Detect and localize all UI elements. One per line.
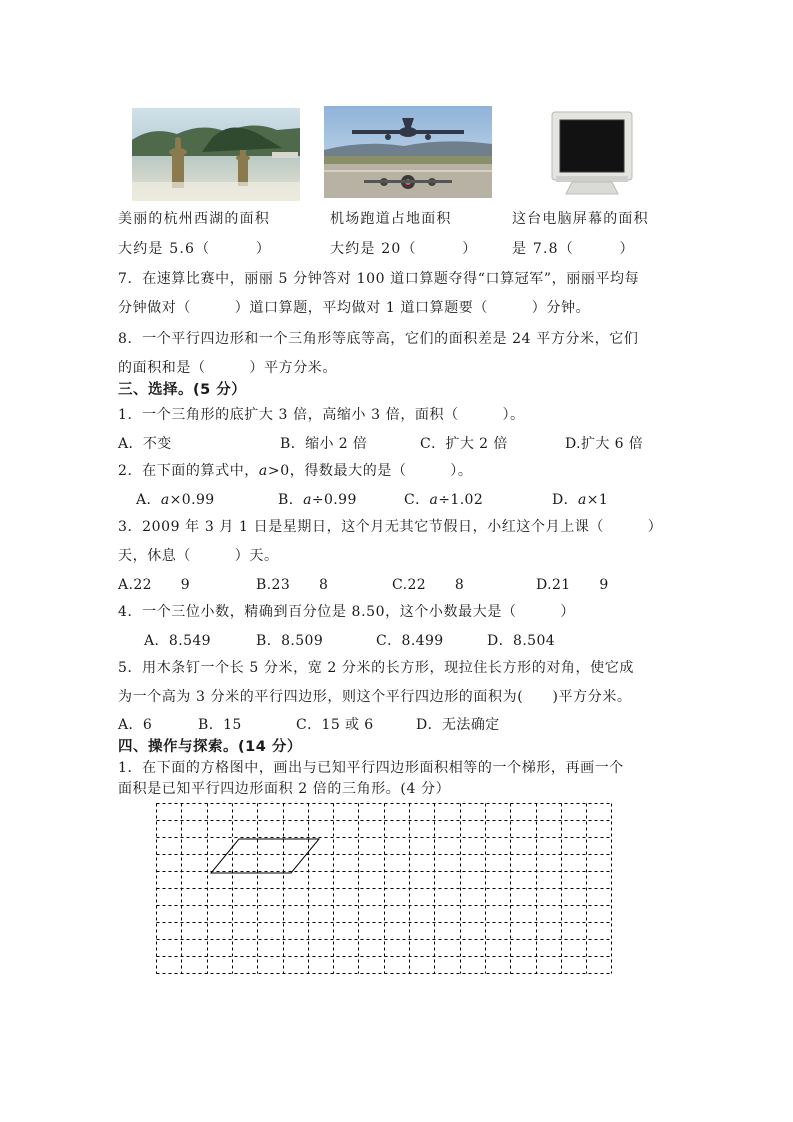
q3-option-d: D.21 9 <box>536 577 609 593</box>
operation-question-1-line-1: 1．在下面的方格图中，画出与已知平行四边形面积相等的一个梯形，再画一个 <box>118 760 624 776</box>
q1-option-d: D.扩大 6 倍 <box>565 436 644 452</box>
operation-question-1-line-2: 面积是已知平行四边形面积 2 倍的三角形。(4 分） <box>118 781 451 797</box>
lake-pagoda-icon <box>132 108 300 201</box>
q4-option-c: C．8.499 <box>376 633 444 649</box>
caption-runway: 机场跑道占地面积 <box>330 211 452 227</box>
answer-west-lake: 大约是 5.6（ ） <box>118 241 272 257</box>
q4-option-d: D．8.504 <box>487 633 556 649</box>
caption-monitor: 这台电脑屏幕的面积 <box>512 211 649 227</box>
q2-prefix: 2．在下面的算式中， <box>118 463 259 479</box>
q3-option-b: B.23 8 <box>256 577 329 593</box>
q5-option-a: A．6 <box>118 717 153 733</box>
q3-option-a: A.22 9 <box>118 577 191 593</box>
section-4-heading: 四、操作与探索。(14 分） <box>118 739 302 755</box>
choice-question-5-line-2: 为一个高为 3 分米的平行四边形，则这个平行四边形的面积为( )平方分米。 <box>118 689 632 705</box>
q5-option-b: B．15 <box>198 717 242 733</box>
choice-question-3-line-2: 天，休息（ ）天。 <box>118 548 279 564</box>
q1-option-a: A．不变 <box>118 436 172 452</box>
q2-option-c: C．a÷1.02 <box>404 492 484 508</box>
caption-west-lake: 美丽的杭州西湖的面积 <box>118 211 270 227</box>
dotted-grid <box>156 803 612 975</box>
west-lake-photo <box>132 108 300 201</box>
answer-monitor: 是 7.8（ ） <box>512 241 635 257</box>
airplane-runway-icon <box>324 106 492 198</box>
question-7-line-1: 7．在速算比赛中，丽丽 5 分钟答对 100 道口算题夺得“口算冠军”，丽丽平均每 <box>118 271 640 287</box>
q2-option-d: D．a×1 <box>552 492 609 508</box>
choice-question-4: 4．一个三位小数，精确到百分位是 8.50，这个小数最大是（ ） <box>118 604 575 620</box>
q5-option-d: D．无法确定 <box>416 717 500 733</box>
q2-suffix: >0，得数最大的是（ ）。 <box>267 463 473 479</box>
crt-monitor-icon <box>550 110 634 196</box>
q3-option-c: C.22 8 <box>392 577 465 593</box>
question-7-line-2: 分钟做对（ ）道口算题，平均做对 1 道口算题要（ ）分钟。 <box>118 300 591 316</box>
q2-option-a: A．a×0.99 <box>136 492 215 508</box>
q1-option-b: B．缩小 2 倍 <box>280 436 368 452</box>
choice-question-2 <box>118 460 473 480</box>
q4-option-b: B．8.509 <box>256 633 324 649</box>
q4-option-a: A．8.549 <box>144 633 211 649</box>
question-8-line-1: 8．一个平行四边形和一个三角形等底等高，它们的面积差是 24 平方分米，它们 <box>118 331 639 347</box>
q1-option-c: C．扩大 2 倍 <box>420 436 508 452</box>
choice-question-1: 1．一个三角形的底扩大 3 倍，高缩小 3 倍，面积（ ）。 <box>118 407 525 423</box>
q2-option-b: B．a÷0.99 <box>278 492 357 508</box>
answer-runway: 大约是 20（ ） <box>330 241 478 257</box>
question-8-line-2: 的面积和是（ ）平方分米。 <box>118 360 337 376</box>
computer-monitor-photo <box>550 110 634 196</box>
parallelogram-shape <box>211 839 319 873</box>
q2-variable: a <box>258 463 268 479</box>
choice-question-3-line-1: 3．2009 年 3 月 1 日是星期日，这个月无其它节假日，小红这个月上课（ ） <box>118 519 663 535</box>
section-3-heading: 三、选择。(5 分） <box>118 382 247 398</box>
choice-question-5-line-1: 5．用木条钉一个长 5 分米，宽 2 分米的长方形，现拉住长方形的对角，使它成 <box>118 660 634 676</box>
q5-option-c: C．15 或 6 <box>296 717 374 733</box>
airport-runway-photo <box>324 106 492 198</box>
